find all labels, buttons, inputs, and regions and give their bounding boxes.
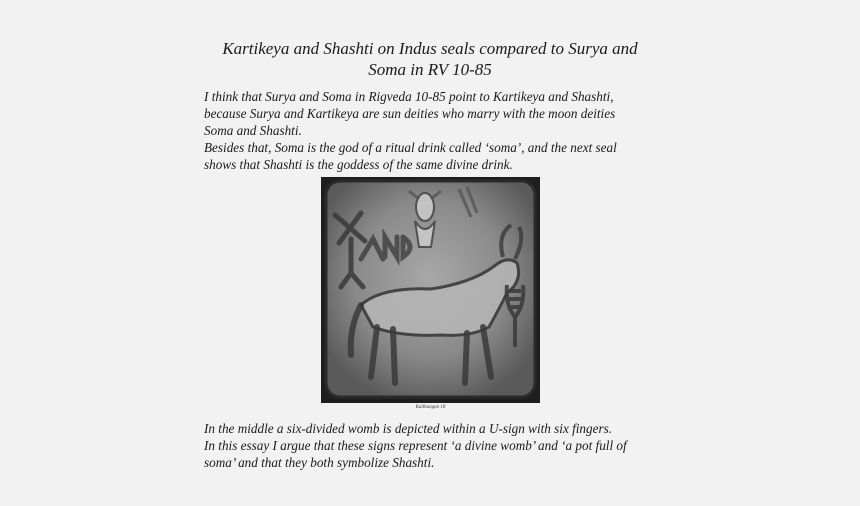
- figure-caption: Kalibangan 18: [415, 405, 446, 410]
- intro-line: shows that Shashti is the goddess of the same divine drink.: [204, 157, 513, 172]
- seal-photo: [321, 177, 540, 403]
- outro-line: In this essay I argue that these signs represent ‘a divine womb’ and ‘a pot full of: [204, 438, 627, 453]
- outro-paragraph: [204, 420, 674, 471]
- outro-line: soma’ and that they both symbolize Shashti.: [204, 455, 435, 470]
- seal-illustration: [321, 177, 540, 403]
- document-title: [200, 38, 660, 80]
- title-line: Kartikeya and Shashti on Indus seals compared to Surya and: [222, 39, 638, 58]
- intro-paragraph: [204, 88, 674, 173]
- intro-line: because Surya and Kartikeya are sun deities who marry with the moon deities: [204, 106, 616, 121]
- intro-line: Soma and Shashti.: [204, 123, 302, 138]
- outro-line: In the middle a six-divided womb is depicted within a U-sign with six fingers.: [204, 421, 613, 436]
- intro-line: I think that Surya and Soma in Rigveda 10-85 point to Kartikeya and Shashti,: [204, 89, 614, 104]
- title-line: Soma in RV 10-85: [368, 60, 492, 79]
- intro-line: Besides that, Soma is the god of a ritual drink called ‘soma’, and the next seal: [204, 140, 617, 155]
